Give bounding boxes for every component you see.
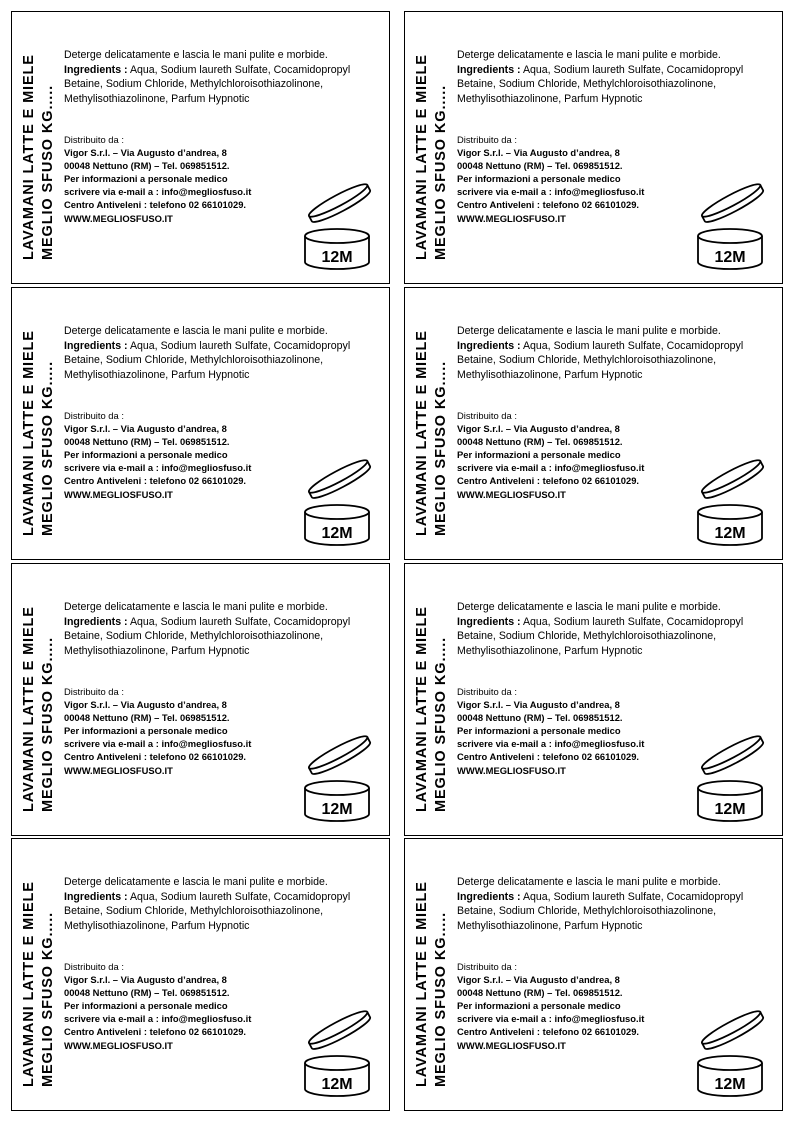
city-phone: 00048 Nettuno (RM) – Tel. 069851512. — [64, 436, 230, 448]
product-label — [11, 11, 390, 284]
ingredients-label: Ingredients : — [64, 339, 128, 352]
ingredients-label: Ingredients : — [457, 339, 521, 352]
product-name: LAVAMANI LATTE E MIELE — [21, 330, 37, 536]
product-label — [404, 287, 783, 560]
product-name: LAVAMANI LATTE E MIELE — [21, 54, 37, 260]
product-title — [19, 34, 59, 260]
ingredients-label: Ingredients : — [457, 890, 521, 903]
distributed-by-label: Distribuito da : — [457, 961, 517, 972]
distributed-by-label: Distribuito da : — [457, 134, 517, 145]
product-label — [404, 11, 783, 284]
email-line: scrivere via e-mail a : info@megliosfuso.it — [457, 462, 645, 474]
distributor-block — [457, 960, 717, 1052]
open-jar-icon — [689, 1005, 771, 1097]
distributed-by-label: Distribuito da : — [457, 686, 517, 697]
product-subtitle: MEGLIO SFUSO KG..... — [433, 636, 449, 812]
pao-period: 12M — [321, 249, 353, 266]
product-name: LAVAMANI LATTE E MIELE — [414, 54, 430, 260]
ingredients-list: Aqua, Sodium laureth Sulfate, Cocamidopropyl Betaine, Sodium Chloride, Methylchloroisothiazolinone, Methylisothiazolinone, Parfum Hypnotic — [457, 339, 744, 381]
distributor-block — [457, 685, 717, 777]
email-line: scrivere via e-mail a : info@megliosfuso.it — [457, 186, 645, 198]
product-description-block — [64, 600, 382, 658]
product-description: Deterge delicatamente e lascia le mani pulite e morbide. — [457, 325, 721, 337]
open-jar-icon — [689, 178, 771, 270]
pao-period: 12M — [321, 1076, 353, 1093]
product-description: Deterge delicatamente e lascia le mani pulite e morbide. — [64, 49, 328, 61]
open-jar-icon — [296, 178, 378, 270]
city-phone: 00048 Nettuno (RM) – Tel. 069851512. — [457, 436, 623, 448]
distributed-by-label: Distribuito da : — [64, 686, 124, 697]
medical-info: Per informazioni a personale medico — [457, 173, 621, 185]
product-name: LAVAMANI LATTE E MIELE — [414, 881, 430, 1087]
ingredients-list: Aqua, Sodium laureth Sulfate, Cocamidopropyl Betaine, Sodium Chloride, Methylchloroisothiazolinone, Methylisothiazolinone, Parfum Hypnotic — [457, 890, 744, 932]
company-address: Vigor S.r.l. – Via Augusto d’andrea, 8 — [457, 147, 620, 159]
company-address: Vigor S.r.l. – Via Augusto d’andrea, 8 — [457, 699, 620, 711]
website: WWW.MEGLIOSFUSO.IT — [457, 488, 566, 500]
product-description-block — [64, 324, 382, 382]
medical-info: Per informazioni a personale medico — [457, 725, 621, 737]
company-address: Vigor S.r.l. – Via Augusto d’andrea, 8 — [64, 147, 227, 159]
product-subtitle: MEGLIO SFUSO KG..... — [40, 360, 56, 536]
poison-center: Centro Antiveleni : telefono 02 66101029. — [64, 1026, 247, 1038]
website: WWW.MEGLIOSFUSO.IT — [64, 212, 173, 224]
open-jar-icon — [296, 730, 378, 822]
city-phone: 00048 Nettuno (RM) – Tel. 069851512. — [64, 712, 230, 724]
pao-period: 12M — [714, 1076, 746, 1093]
product-title — [19, 310, 59, 536]
product-description: Deterge delicatamente e lascia le mani pulite e morbide. — [64, 876, 328, 888]
email-line: scrivere via e-mail a : info@megliosfuso.it — [457, 738, 645, 750]
medical-info: Per informazioni a personale medico — [64, 1000, 228, 1012]
product-subtitle: MEGLIO SFUSO KG..... — [433, 911, 449, 1087]
ingredients-list: Aqua, Sodium laureth Sulfate, Cocamidopropyl Betaine, Sodium Chloride, Methylchloroisothiazolinone, Methylisothiazolinone, Parfum Hypnotic — [457, 615, 744, 657]
website: WWW.MEGLIOSFUSO.IT — [457, 1039, 566, 1051]
distributed-by-label: Distribuito da : — [64, 410, 124, 421]
email-line: scrivere via e-mail a : info@megliosfuso.it — [64, 1013, 252, 1025]
product-label — [11, 287, 390, 560]
poison-center: Centro Antiveleni : telefono 02 66101029. — [457, 475, 640, 487]
ingredients-label: Ingredients : — [457, 63, 521, 76]
product-title — [412, 586, 452, 812]
pao-period: 12M — [321, 801, 353, 818]
poison-center: Centro Antiveleni : telefono 02 66101029. — [64, 751, 247, 763]
distributed-by-label: Distribuito da : — [64, 134, 124, 145]
product-title — [412, 861, 452, 1087]
product-name: LAVAMANI LATTE E MIELE — [414, 606, 430, 812]
product-label — [11, 838, 390, 1111]
product-description: Deterge delicatamente e lascia le mani pulite e morbide. — [457, 876, 721, 888]
poison-center: Centro Antiveleni : telefono 02 66101029. — [64, 199, 247, 211]
poison-center: Centro Antiveleni : telefono 02 66101029. — [457, 1026, 640, 1038]
medical-info: Per informazioni a personale medico — [64, 173, 228, 185]
company-address: Vigor S.r.l. – Via Augusto d’andrea, 8 — [457, 423, 620, 435]
product-description: Deterge delicatamente e lascia le mani pulite e morbide. — [457, 49, 721, 61]
city-phone: 00048 Nettuno (RM) – Tel. 069851512. — [64, 160, 230, 172]
email-line: scrivere via e-mail a : info@megliosfuso.it — [457, 1013, 645, 1025]
distributor-block — [64, 960, 324, 1052]
product-label — [404, 563, 783, 836]
medical-info: Per informazioni a personale medico — [64, 725, 228, 737]
product-subtitle: MEGLIO SFUSO KG..... — [433, 360, 449, 536]
distributed-by-label: Distribuito da : — [457, 410, 517, 421]
pao-period: 12M — [714, 525, 746, 542]
company-address: Vigor S.r.l. – Via Augusto d’andrea, 8 — [64, 699, 227, 711]
medical-info: Per informazioni a personale medico — [457, 449, 621, 461]
city-phone: 00048 Nettuno (RM) – Tel. 069851512. — [457, 160, 623, 172]
website: WWW.MEGLIOSFUSO.IT — [64, 488, 173, 500]
product-description: Deterge delicatamente e lascia le mani pulite e morbide. — [457, 601, 721, 613]
product-label — [11, 563, 390, 836]
company-address: Vigor S.r.l. – Via Augusto d’andrea, 8 — [64, 423, 227, 435]
email-line: scrivere via e-mail a : info@megliosfuso.it — [64, 738, 252, 750]
city-phone: 00048 Nettuno (RM) – Tel. 069851512. — [457, 712, 623, 724]
ingredients-label: Ingredients : — [64, 63, 128, 76]
ingredients-label: Ingredients : — [64, 615, 128, 628]
poison-center: Centro Antiveleni : telefono 02 66101029. — [457, 751, 640, 763]
ingredients-list: Aqua, Sodium laureth Sulfate, Cocamidopropyl Betaine, Sodium Chloride, Methylchloroisothiazolinone, Methylisothiazolinone, Parfum Hypnotic — [64, 615, 351, 657]
product-title — [412, 310, 452, 536]
ingredients-label: Ingredients : — [64, 890, 128, 903]
website: WWW.MEGLIOSFUSO.IT — [457, 212, 566, 224]
distributor-block — [64, 409, 324, 501]
product-name: LAVAMANI LATTE E MIELE — [21, 606, 37, 812]
distributor-block — [64, 685, 324, 777]
website: WWW.MEGLIOSFUSO.IT — [64, 764, 173, 776]
website: WWW.MEGLIOSFUSO.IT — [64, 1039, 173, 1051]
ingredients-list: Aqua, Sodium laureth Sulfate, Cocamidopropyl Betaine, Sodium Chloride, Methylchloroisothiazolinone, Methylisothiazolinone, Parfum Hypnotic — [457, 63, 744, 105]
pao-period: 12M — [714, 249, 746, 266]
open-jar-icon — [296, 454, 378, 546]
distributed-by-label: Distribuito da : — [64, 961, 124, 972]
open-jar-icon — [296, 1005, 378, 1097]
product-description-block — [457, 48, 775, 106]
email-line: scrivere via e-mail a : info@megliosfuso.it — [64, 186, 252, 198]
distributor-block — [457, 409, 717, 501]
product-description-block — [64, 875, 382, 933]
product-description: Deterge delicatamente e lascia le mani pulite e morbide. — [64, 325, 328, 337]
product-title — [19, 586, 59, 812]
product-description-block — [457, 600, 775, 658]
email-line: scrivere via e-mail a : info@megliosfuso.it — [64, 462, 252, 474]
ingredients-label: Ingredients : — [457, 615, 521, 628]
product-name: LAVAMANI LATTE E MIELE — [414, 330, 430, 536]
ingredients-list: Aqua, Sodium laureth Sulfate, Cocamidopropyl Betaine, Sodium Chloride, Methylchloroisothiazolinone, Methylisothiazolinone, Parfum Hypnotic — [64, 63, 351, 105]
pao-period: 12M — [714, 801, 746, 818]
company-address: Vigor S.r.l. – Via Augusto d’andrea, 8 — [457, 974, 620, 986]
ingredients-list: Aqua, Sodium laureth Sulfate, Cocamidopropyl Betaine, Sodium Chloride, Methylchloroisothiazolinone, Methylisothiazolinone, Parfum Hypnotic — [64, 339, 351, 381]
product-title — [19, 861, 59, 1087]
city-phone: 00048 Nettuno (RM) – Tel. 069851512. — [457, 987, 623, 999]
poison-center: Centro Antiveleni : telefono 02 66101029. — [457, 199, 640, 211]
distributor-block — [457, 133, 717, 225]
product-subtitle: MEGLIO SFUSO KG..... — [40, 636, 56, 812]
poison-center: Centro Antiveleni : telefono 02 66101029. — [64, 475, 247, 487]
ingredients-list: Aqua, Sodium laureth Sulfate, Cocamidopropyl Betaine, Sodium Chloride, Methylchloroisothiazolinone, Methylisothiazolinone, Parfum Hypnotic — [64, 890, 351, 932]
distributor-block — [64, 133, 324, 225]
product-description-block — [64, 48, 382, 106]
product-title — [412, 34, 452, 260]
open-jar-icon — [689, 454, 771, 546]
city-phone: 00048 Nettuno (RM) – Tel. 069851512. — [64, 987, 230, 999]
website: WWW.MEGLIOSFUSO.IT — [457, 764, 566, 776]
product-subtitle: MEGLIO SFUSO KG..... — [433, 84, 449, 260]
product-description: Deterge delicatamente e lascia le mani pulite e morbide. — [64, 601, 328, 613]
medical-info: Per informazioni a personale medico — [457, 1000, 621, 1012]
company-address: Vigor S.r.l. – Via Augusto d’andrea, 8 — [64, 974, 227, 986]
product-description-block — [457, 324, 775, 382]
product-name: LAVAMANI LATTE E MIELE — [21, 881, 37, 1087]
product-subtitle: MEGLIO SFUSO KG..... — [40, 911, 56, 1087]
open-jar-icon — [689, 730, 771, 822]
medical-info: Per informazioni a personale medico — [64, 449, 228, 461]
product-description-block — [457, 875, 775, 933]
product-label — [404, 838, 783, 1111]
pao-period: 12M — [321, 525, 353, 542]
product-subtitle: MEGLIO SFUSO KG..... — [40, 84, 56, 260]
